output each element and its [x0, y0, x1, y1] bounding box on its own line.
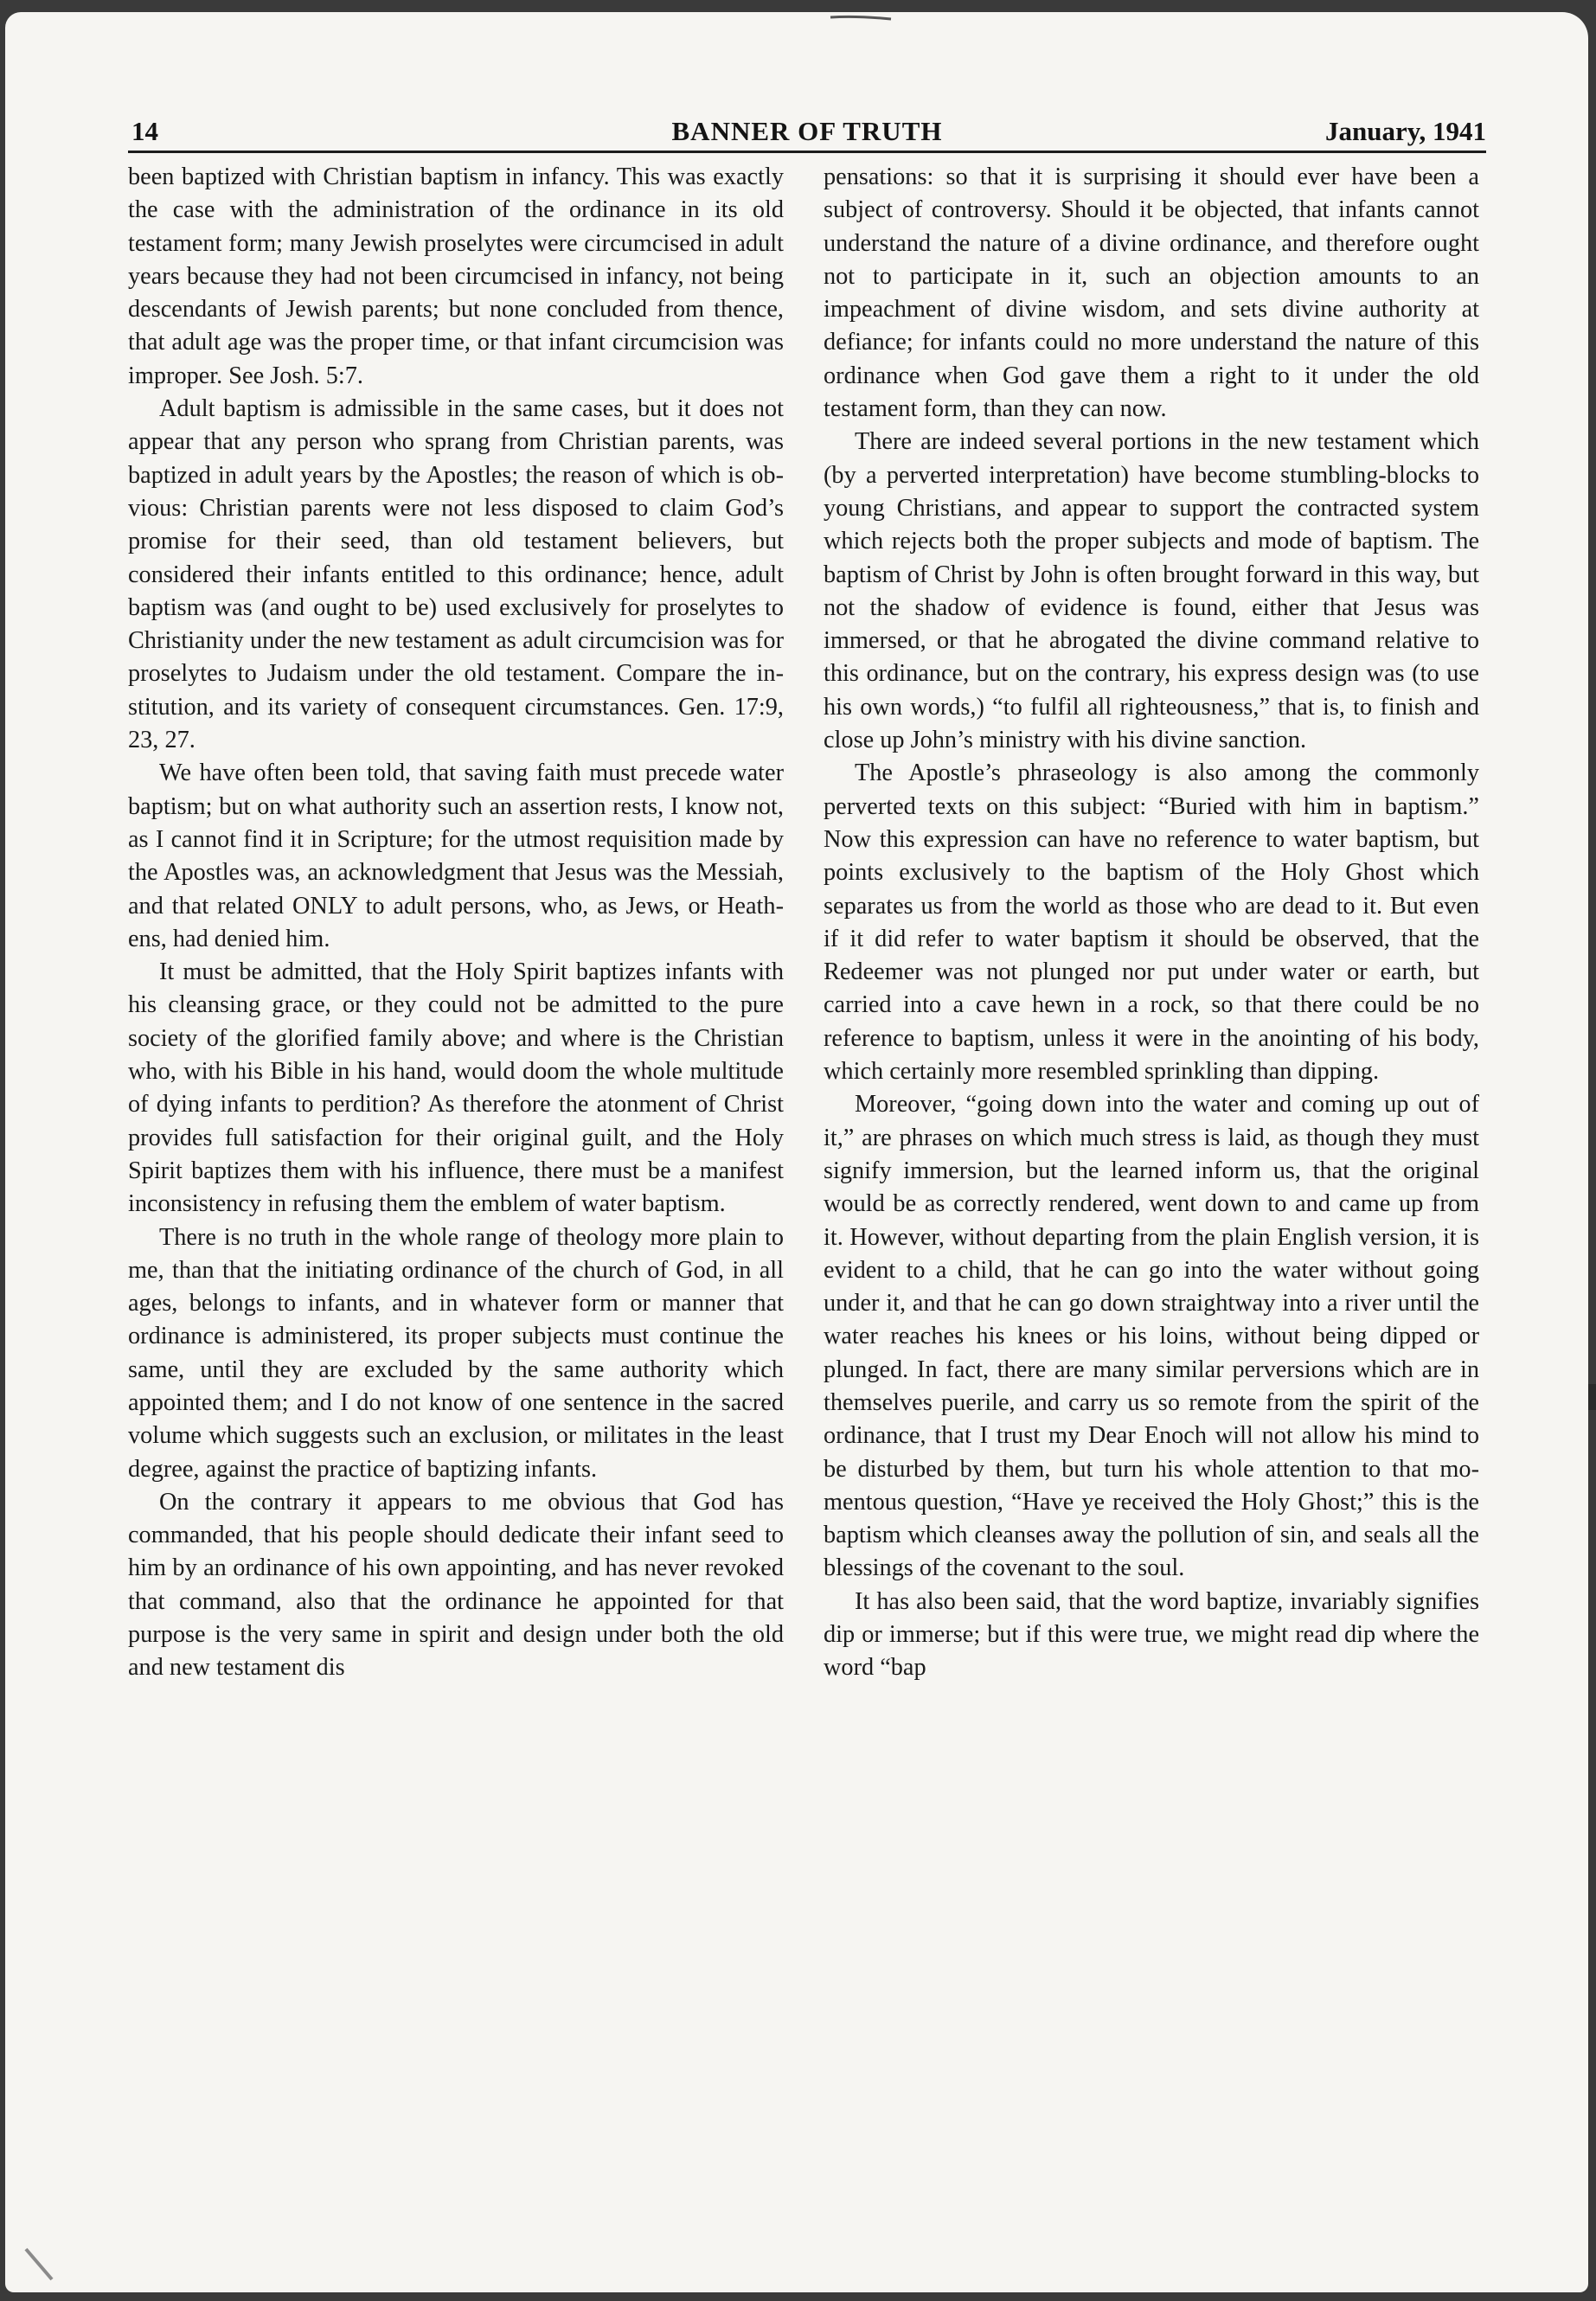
paragraph: It must be admitted, that the Holy Spirit baptizes infants with his cleansing grace, or they could not be admitted to the pure society of the glorified family above; and where is the Christian who, with his Bible in his hand, would doom the whole multitude of dying infants to perdition? As therefore the atonment of Christ provides full satisfaction for their original guilt, and the Holy Spirit baptizes them with his influence, there must be a manifest inconsistency in refusing them the emblem of water baptism.	[128, 958, 784, 1218]
paragraph: There is no truth in the whole range of theology more plain to me, than that the initiating ordinance of the church of God, in all ages, belongs to infants, and in whatever form or manner that ordinance is administered, its proper subjects must continue the same, until they are excluded by the same authority which appointed them; and I do not know of one sentence in the sacred volume which suggests such an exclusion, or militates in the least degree, against the practice of baptizing infants.	[128, 1223, 784, 1483]
page-number: 14	[131, 116, 158, 146]
paragraph: Moreover, “going down into the water and coming up out of it,” are phrases on which much stress is laid, as though they must signify immersion, but the learned inform us, that the original would be as correctly rendered, went down to and came up from it. However, without departing from the plain English version, it is evident to a child, that he can go into the water without going under it, and that he can go down straightway into a river until the water reaches his knees or his loins, without being dipped or plunged. In fact, there are many similar perversions which are in themselves puerile, and carry us so remote from the spirit of the ordinance, that I trust my Dear Enoch will not allow his mind to be disturbed by them, but turn his whole attention to that momentous question, “Have ye received the Holy Ghost;” this is the baptism which cleanses away the pollution of sin, and seals all the blessings of the covenant to the soul.	[824, 1091, 1479, 1582]
paragraph: There are indeed several portions in the new testament which (by a perverted interpretation) have become stumbling-blocks to young Christians, and appear to support the contracted system which rejects both the proper subjects and mode of baptism. The baptism of Christ by John is often brought forward in this way, but not the shadow of evidence is found, either that Jesus was immersed, or that he abrogated the divine command relative to this ordinance, but on the contrary, his express design was (to use his own words,) “to fulfil all righteousness,” that is, to finish and close up John’s ministry with his divine sanction.	[824, 428, 1479, 754]
left-column	[128, 161, 784, 2182]
paragraph: The Apostle’s phraseology is also among the commonly perverted texts on this subject: “Buried with him in baptism.” Now this expression can have no reference to water baptism, but points exclusively to the baptism of the Holy Ghost which separates us from the world as those who are dead to it. But even if it did refer to water baptism it should be observed, that the Redeemer was not plunged nor put under water or earth, but carried into a cave hewn in a rock, so that there could be no reference to baptism, unless it were in the anointing of his body, which certainly more resembled sprinkling than dipping.	[824, 760, 1479, 1086]
page	[5, 12, 1588, 2292]
right-column	[824, 161, 1479, 2182]
running-header	[128, 106, 1486, 153]
paragraph: It has also been said, that the word baptize, invariably signifies dip or immerse; but if this were true, we might read dip where the word “bap	[824, 1587, 1479, 1682]
paragraph: pensations: so that it is surprising it should ever have been a subject of controversy. Should it be objected, that infants cannot understand the nature of a divine ordinance, and therefore ought not to participate in it, such an objection amounts to an impeachment of divine wisdom, and sets divine authority at defiance; for infants could no more understand the nature of this ordinance when God gave them a right to it under the old testament form, than they can now.	[824, 163, 1479, 423]
publication-title: BANNER OF TRUTH	[671, 116, 943, 146]
paragraph: been baptized with Christian baptism in infancy. This was exactly the case with the administration of the ordinance in its old testament form; many Jewish proselytes were circumcised in adult years because they had not been circumcised in infancy, not being descendants of Jewish parents; but none concluded from thence, that adult age was the proper time, or that infant circumcision was improper. See Josh. 5:7.	[128, 163, 784, 389]
paragraph: On the contrary it appears to me obvious that God has commanded, that his people should dedicate their infant seed to him by an ordinance of his own appointing, and has never revoked that command, also that the ordinance he appointed for that purpose is the very same in spirit and design under both the old and new testament dis	[128, 1488, 784, 1682]
paragraph: We have often been told, that saving faith must precede water baptism; but on what authority such an assertion rests, I know not, as I cannot find it in Scripture; for the utmost requisition made by the Apostles was, an acknowledgment that Jesus was the Messiah, and that related ONLY to adult persons, who, as Jews, or Heathens, had denied him.	[128, 760, 784, 952]
paragraph: Adult baptism is admissible in the same cases, but it does not appear that any person who sprang from Christian parents, was baptized in adult years by the Apostles; the reason of which is obvious: Christian parents were not less disposed to claim God’s promise for their seed, than old testament believers, but considered their infants entitled to this ordinance; hence, adult baptism was (and ought to be) used exclusively for proselytes to Christianity under the new testament as adult circumcision was for proselytes to Judaism under the old testament. Compare the institution, and its variety of consequent circumstances. Gen. 17:9, 23, 27.	[128, 395, 784, 754]
issue-date: January, 1941	[1324, 116, 1486, 146]
